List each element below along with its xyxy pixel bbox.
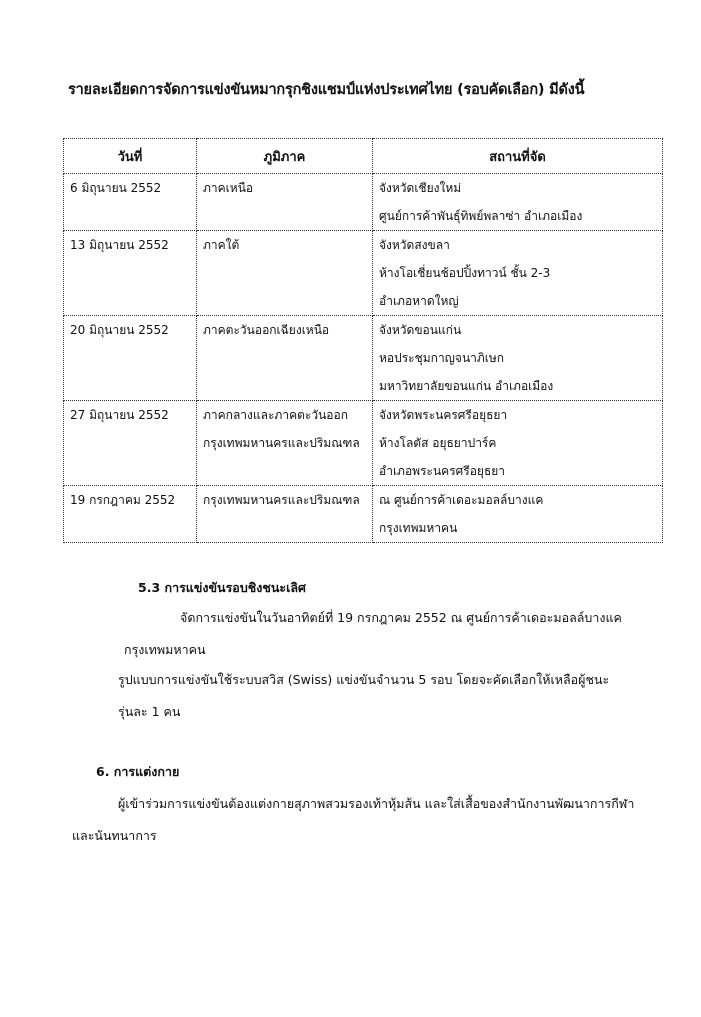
table-row bbox=[64, 486, 663, 543]
table-row bbox=[64, 316, 663, 401]
venue-line: มหาวิทยาลัยขอนแก่น อำเภอเมือง bbox=[379, 379, 554, 393]
cell-date: 13 มิถุนายน 2552 bbox=[64, 231, 197, 316]
cell-venue bbox=[373, 231, 663, 316]
schedule-table bbox=[63, 138, 663, 543]
venue-line: จังหวัดขอนแก่น bbox=[379, 323, 462, 337]
venue-line: กรุงเทพมหาคน bbox=[379, 521, 458, 535]
section-5-3-line: จัดการแข่งขันในวันอาทิตย์ที่ 19 กรกฎาคม 2552 ณ ศูนย์การค้าเดอะมอลล์บางแค bbox=[180, 610, 622, 625]
header-date: วันที่ bbox=[64, 139, 197, 174]
section-6-line: และนันทนาการ bbox=[72, 828, 157, 843]
cell-region bbox=[197, 174, 373, 231]
venue-line: จังหวัดสงขลา bbox=[379, 238, 450, 252]
cell-venue bbox=[373, 174, 663, 231]
venue-line: จังหวัดพระนครศรีอยุธยา bbox=[379, 408, 508, 422]
cell-venue bbox=[373, 316, 663, 401]
cell-region bbox=[197, 316, 373, 401]
venue-line: หอประชุมกาญจนาภิเษก bbox=[379, 351, 505, 365]
section-6-line: ผู้เข้าร่วมการแข่งขันต้องแต่งกายสุภาพสวมรองเท้าหุ้มส้น และใส่เสื้อของสำนักงานพัฒนาการกีฬา bbox=[118, 796, 635, 811]
table-header-row bbox=[64, 139, 663, 174]
cell-region bbox=[197, 231, 373, 316]
region-line: ภาคเหนือ bbox=[203, 181, 254, 195]
cell-region bbox=[197, 401, 373, 486]
section-5-3-line: กรุงเทพมหาคน bbox=[124, 642, 206, 657]
region-line: กรุงเทพมหานครและปริมณฑล bbox=[203, 436, 360, 450]
region-line: กรุงเทพมหานครและปริมณฑล bbox=[203, 493, 360, 507]
venue-line: ศูนย์การค้าพันธุ์ทิพย์พลาซ่า อำเภอเมือง bbox=[379, 209, 583, 223]
header-region: ภูมิภาค bbox=[197, 139, 373, 174]
venue-line: อำเภอหาดใหญ่ bbox=[379, 294, 459, 308]
region-line: ภาคตะวันออกเฉียงเหนือ bbox=[203, 323, 330, 337]
venue-line: ห้างโอเชี่ยนช้อปปิ้งทาวน์ ชั้น 2-3 bbox=[379, 266, 551, 280]
section-5-3-heading: 5.3 การแข่งขันรอบชิงชนะเลิศ bbox=[138, 580, 306, 595]
document-title: รายละเอียดการจัดการแข่งขันหมากรุกชิงแชมป์แห่งประเทศไทย (รอบคัดเลือก) มีดังนี้ bbox=[68, 82, 585, 98]
cell-date: 19 กรกฎาคม 2552 bbox=[64, 486, 197, 543]
section-5-3-line: รุ่นละ 1 คน bbox=[118, 704, 181, 719]
venue-line: อำเภอพระนครศรีอยุธยา bbox=[379, 464, 506, 478]
venue-line: ณ ศูนย์การค้าเดอะมอลล์บางแค bbox=[379, 493, 544, 507]
region-line: ภาคใต้ bbox=[203, 238, 240, 252]
cell-region bbox=[197, 486, 373, 543]
table-row bbox=[64, 401, 663, 486]
venue-line: จังหวัดเชียงใหม่ bbox=[379, 181, 462, 195]
cell-date: 20 มิถุนายน 2552 bbox=[64, 316, 197, 401]
section-6-heading: 6. การแต่งกาย bbox=[96, 764, 180, 779]
cell-venue bbox=[373, 401, 663, 486]
cell-date: 6 มิถุนายน 2552 bbox=[64, 174, 197, 231]
header-venue: สถานที่จัด bbox=[373, 139, 663, 174]
table-row bbox=[64, 174, 663, 231]
venue-line: ห้างโลตัส อยุธยาปาร์ค bbox=[379, 436, 497, 450]
cell-date: 27 มิถุนายน 2552 bbox=[64, 401, 197, 486]
region-line: ภาคกลางและภาคตะวันออก bbox=[203, 408, 348, 422]
table-row bbox=[64, 231, 663, 316]
cell-venue bbox=[373, 486, 663, 543]
section-5-3-line: รูปแบบการแข่งขันใช้ระบบสวิส (Swiss) แข่งขันจำนวน 5 รอบ โดยจะคัดเลือกให้เหลือผู้ชนะ bbox=[118, 672, 610, 687]
